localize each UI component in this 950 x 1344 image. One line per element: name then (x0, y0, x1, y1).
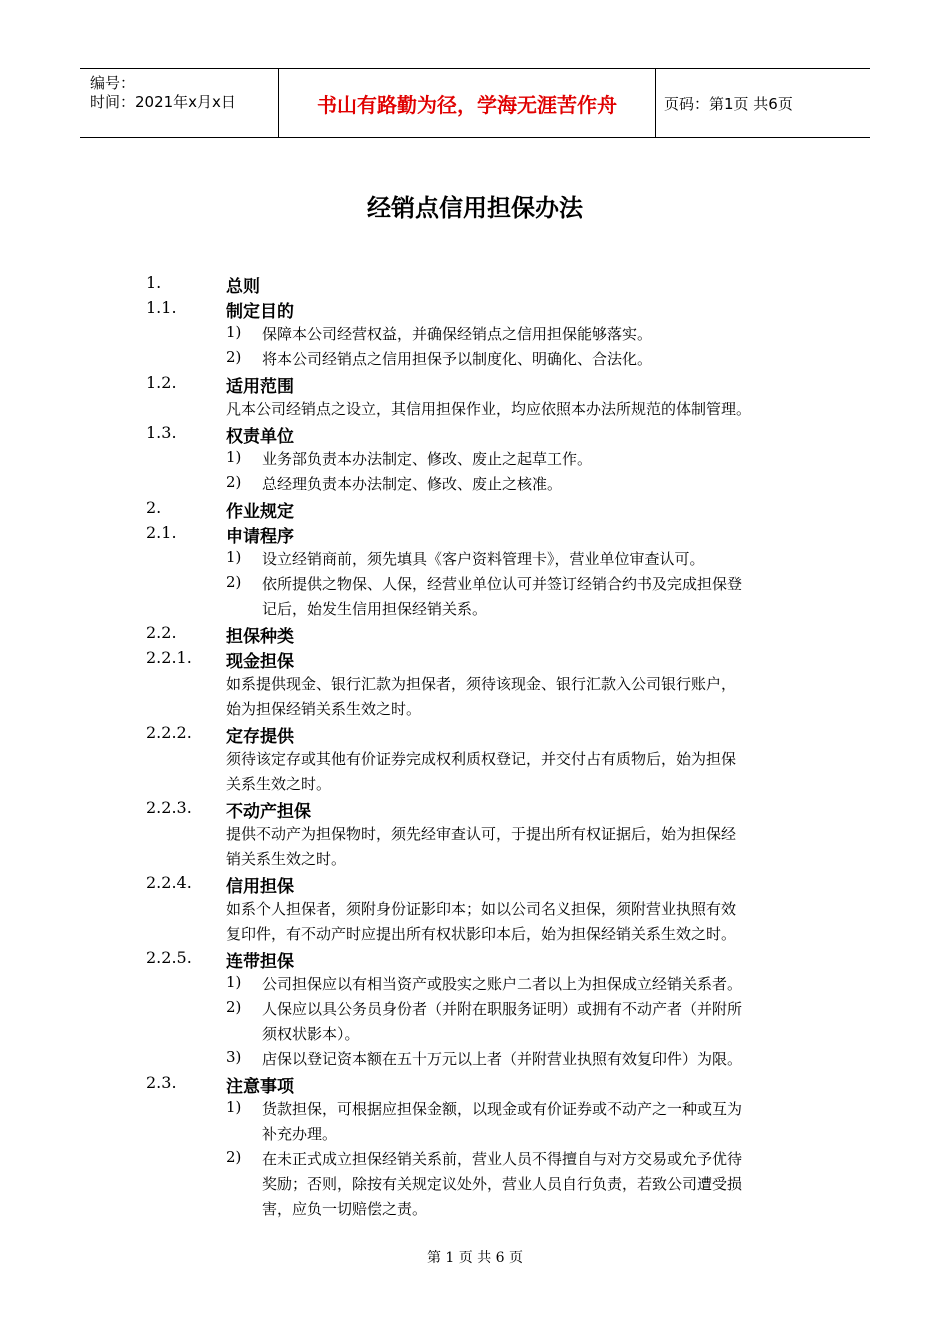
list-item-number: 1) (226, 323, 242, 341)
list-item-text: 店保以登记资本额在五十万元以上者（并附营业执照有效复印件）为限。 (262, 1050, 743, 1068)
section-heading: 定存提供 (226, 727, 294, 747)
header-meta-cell (80, 69, 278, 137)
date-label: 时间：2021年x月x日 (90, 93, 236, 111)
paragraph-text: 如系个人担保者，须附身份证影印本；如以公司名义担保，须附营业执照有效 (226, 900, 737, 918)
header-page-info: 页码：第1页 共6页 (664, 94, 793, 113)
paragraph-text: 提供不动产为担保物时，须先经审查认可，于提出所有权证据后，始为担保经 (226, 825, 737, 843)
list-item-number: 1) (226, 548, 242, 566)
section-number: 2.1. (146, 523, 177, 542)
document-header (80, 68, 870, 138)
section-number: 2.2.3. (146, 798, 192, 817)
list-item-text: 设立经销商前，须先填具《客户资料管理卡》，营业单位审查认可。 (262, 550, 705, 568)
section-number: 2.2. (146, 623, 177, 642)
section-number: 2.2.1. (146, 648, 192, 667)
paragraph-text: 须待该定存或其他有价证券完成权利质权登记，并交付占有质物后，始为担保 (226, 750, 737, 768)
list-item-number: 1) (226, 1098, 242, 1116)
paragraph-text: 如系提供现金、银行汇款为担保者，须待该现金、银行汇款入公司银行账户， (226, 675, 737, 693)
list-item-continuation: 记后，始发生信用担保经销关系。 (262, 600, 488, 618)
section-heading: 申请程序 (226, 527, 294, 547)
list-item-number: 3) (226, 1048, 242, 1066)
section-heading: 作业规定 (226, 502, 294, 522)
section-number: 2.2.5. (146, 948, 192, 967)
section-heading: 制定目的 (226, 302, 294, 322)
paragraph-text: 关系生效之时。 (226, 775, 332, 793)
section-heading: 现金担保 (226, 652, 294, 672)
header-motto: 书山有路勤为径，学海无涯苦作舟 (278, 69, 656, 137)
page-footer: 第 1 页 共 6 页 (426, 1250, 524, 1266)
section-number: 1.1. (146, 298, 177, 317)
section-number: 1.3. (146, 423, 177, 442)
section-number: 1. (146, 273, 162, 292)
list-item-number: 2) (226, 348, 242, 366)
list-item-continuation: 害，应负一切赔偿之责。 (262, 1200, 428, 1218)
section-number: 2. (146, 498, 162, 517)
section-heading: 总则 (226, 277, 260, 297)
section-heading: 担保种类 (226, 627, 294, 647)
list-item-text: 总经理负责本办法制定、修改、废止之核准。 (262, 475, 563, 493)
list-item-text: 人保应以具公务员身份者（并附在职服务证明）或拥有不动产者（并附所 (262, 1000, 743, 1018)
section-heading: 信用担保 (226, 877, 294, 897)
paragraph-text: 始为担保经销关系生效之时。 (226, 700, 422, 718)
section-heading: 注意事项 (226, 1077, 294, 1097)
document-title: 经销点信用担保办法 (367, 194, 583, 222)
list-item-number: 1) (226, 448, 242, 466)
list-item-text: 业务部负责本办法制定、修改、废止之起草工作。 (262, 450, 593, 468)
list-item-continuation: 须权状影本）。 (262, 1025, 360, 1043)
section-heading: 连带担保 (226, 952, 294, 972)
paragraph-text: 销关系生效之时。 (226, 850, 347, 868)
paragraph-text: 复印件，有不动产时应提出所有权状影印本后，始为担保经销关系生效之时。 (226, 925, 737, 943)
paragraph-text: 凡本公司经销点之设立，其信用担保作业，均应依照本办法所规范的体制管理。 (226, 400, 752, 418)
list-item-number: 2) (226, 473, 242, 491)
section-heading: 权责单位 (226, 427, 294, 447)
list-item-text: 公司担保应以有相当资产或股实之账户二者以上为担保成立经销关系者。 (262, 975, 743, 993)
section-number: 2.3. (146, 1073, 177, 1092)
section-heading: 适用范围 (226, 377, 294, 397)
section-number: 2.2.4. (146, 873, 192, 892)
number-label: 编号： (90, 74, 136, 92)
list-item-text: 将本公司经销点之信用担保予以制度化、明确化、合法化。 (262, 350, 653, 368)
list-item-continuation: 补充办理。 (262, 1125, 338, 1143)
list-item-number: 1) (226, 973, 242, 991)
list-item-text: 在未正式成立担保经销关系前，营业人员不得擅自与对方交易或允予优待 (262, 1150, 743, 1168)
section-heading: 不动产担保 (226, 802, 311, 822)
list-item-number: 2) (226, 573, 242, 591)
section-number: 1.2. (146, 373, 177, 392)
list-item-number: 2) (226, 998, 242, 1016)
list-item-text: 货款担保，可根据应担保金额，以现金或有价证券或不动产之一种或互为 (262, 1100, 743, 1118)
list-item-continuation: 奖励；否则，除按有关规定议处外，营业人员自行负责，若致公司遭受损 (262, 1175, 743, 1193)
list-item-text: 保障本公司经营权益，并确保经销点之信用担保能够落实。 (262, 325, 653, 343)
section-number: 2.2.2. (146, 723, 192, 742)
list-item-text: 依所提供之物保、人保，经营业单位认可并签订经销合约书及完成担保登 (262, 575, 743, 593)
list-item-number: 2) (226, 1148, 242, 1166)
